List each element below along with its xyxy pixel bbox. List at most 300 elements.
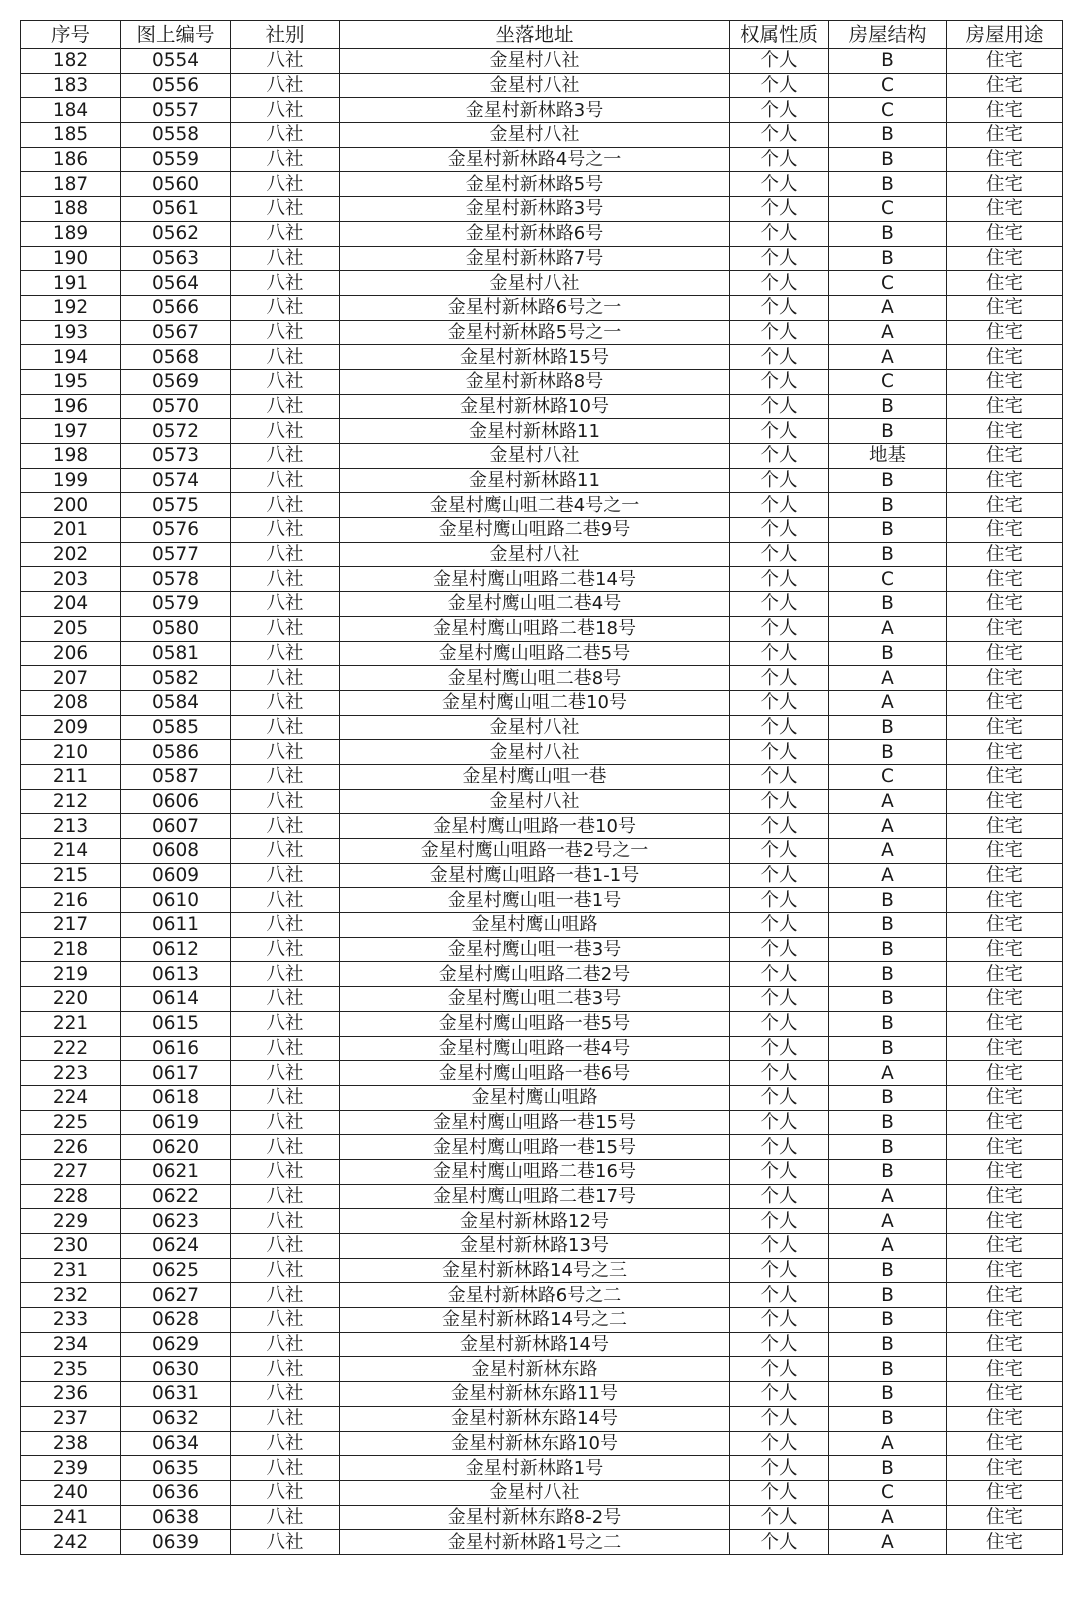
cell-structure: B [829,913,947,938]
cell-map-no: 0624 [121,1234,231,1259]
cell-usage: 住宅 [947,1061,1063,1086]
cell-map-no: 0619 [121,1110,231,1135]
cell-usage: 住宅 [947,863,1063,888]
cell-serial-no: 224 [21,1085,121,1110]
cell-ownership: 个人 [730,98,829,123]
cell-usage: 住宅 [947,1011,1063,1036]
cell-map-no: 0632 [121,1406,231,1431]
cell-serial-no: 241 [21,1505,121,1530]
cell-community: 八社 [231,690,340,715]
cell-usage: 住宅 [947,147,1063,172]
cell-address: 金星村鹰山咀一巷 [340,764,730,789]
cell-structure: B [829,1011,947,1036]
cell-map-no: 0566 [121,295,231,320]
cell-usage: 住宅 [947,221,1063,246]
cell-community: 八社 [231,1357,340,1382]
cell-usage: 住宅 [947,1110,1063,1135]
cell-map-no: 0625 [121,1258,231,1283]
table-row [21,1011,1063,1036]
cell-community: 八社 [231,73,340,98]
cell-community: 八社 [231,863,340,888]
cell-address: 金星村新林路15号 [340,345,730,370]
cell-community: 八社 [231,1110,340,1135]
cell-ownership: 个人 [730,147,829,172]
table-row [21,715,1063,740]
cell-address: 金星村新林路3号 [340,197,730,222]
table-row [21,839,1063,864]
cell-usage: 住宅 [947,1431,1063,1456]
cell-usage: 住宅 [947,419,1063,444]
cell-community: 八社 [231,394,340,419]
cell-structure: C [829,764,947,789]
cell-community: 八社 [231,1011,340,1036]
table-row [21,295,1063,320]
cell-ownership: 个人 [730,73,829,98]
cell-address: 金星村八社 [340,1480,730,1505]
cell-ownership: 个人 [730,1135,829,1160]
cell-community: 八社 [231,715,340,740]
cell-usage: 住宅 [947,839,1063,864]
cell-ownership: 个人 [730,271,829,296]
table-row [21,1159,1063,1184]
cell-serial-no: 183 [21,73,121,98]
cell-ownership: 个人 [730,1184,829,1209]
cell-ownership: 个人 [730,1505,829,1530]
table-row [21,1332,1063,1357]
table-row [21,1036,1063,1061]
header-usage: 房屋用途 [947,21,1063,49]
cell-usage: 住宅 [947,1258,1063,1283]
cell-map-no: 0577 [121,542,231,567]
table-row [21,567,1063,592]
cell-community: 八社 [231,789,340,814]
cell-structure: C [829,271,947,296]
table-row [21,1234,1063,1259]
cell-map-no: 0573 [121,444,231,469]
cell-map-no: 0585 [121,715,231,740]
cell-structure: B [829,172,947,197]
cell-map-no: 0606 [121,789,231,814]
cell-address: 金星村新林路7号 [340,246,730,271]
cell-address: 金星村新林路4号之一 [340,147,730,172]
cell-structure: A [829,616,947,641]
cell-community: 八社 [231,246,340,271]
cell-map-no: 0621 [121,1159,231,1184]
cell-address: 金星村新林路1号之二 [340,1530,730,1555]
cell-map-no: 0617 [121,1061,231,1086]
cell-ownership: 个人 [730,1110,829,1135]
table-row [21,1505,1063,1530]
cell-community: 八社 [231,493,340,518]
cell-address: 金星村鹰山咀二巷4号 [340,592,730,617]
cell-address: 金星村新林路10号 [340,394,730,419]
cell-usage: 住宅 [947,1382,1063,1407]
cell-usage: 住宅 [947,592,1063,617]
cell-serial-no: 199 [21,468,121,493]
cell-community: 八社 [231,1258,340,1283]
cell-structure: B [829,1135,947,1160]
cell-address: 金星村新林路6号之二 [340,1283,730,1308]
cell-community: 八社 [231,98,340,123]
cell-usage: 住宅 [947,1159,1063,1184]
table-row [21,73,1063,98]
cell-map-no: 0562 [121,221,231,246]
cell-community: 八社 [231,147,340,172]
cell-ownership: 个人 [730,1209,829,1234]
cell-structure: A [829,320,947,345]
cell-usage: 住宅 [947,937,1063,962]
cell-map-no: 0570 [121,394,231,419]
cell-structure: B [829,592,947,617]
header-map-no: 图上编号 [121,21,231,49]
table-row [21,468,1063,493]
cell-usage: 住宅 [947,814,1063,839]
cell-address: 金星村新林路6号 [340,221,730,246]
cell-serial-no: 207 [21,666,121,691]
cell-map-no: 0554 [121,49,231,74]
cell-structure: A [829,839,947,864]
table-row [21,1431,1063,1456]
cell-address: 金星村新林路11 [340,468,730,493]
cell-structure: B [829,147,947,172]
cell-community: 八社 [231,987,340,1012]
cell-serial-no: 184 [21,98,121,123]
table-row [21,518,1063,543]
cell-map-no: 0563 [121,246,231,271]
cell-ownership: 个人 [730,1283,829,1308]
cell-ownership: 个人 [730,641,829,666]
cell-address: 金星村鹰山咀路 [340,1085,730,1110]
header-ownership: 权属性质 [730,21,829,49]
cell-serial-no: 228 [21,1184,121,1209]
cell-structure: 地基 [829,444,947,469]
cell-address: 金星村鹰山咀路一巷2号之一 [340,839,730,864]
cell-address: 金星村八社 [340,49,730,74]
cell-map-no: 0560 [121,172,231,197]
cell-usage: 住宅 [947,764,1063,789]
cell-structure: B [829,888,947,913]
cell-usage: 住宅 [947,172,1063,197]
cell-address: 金星村鹰山咀路二巷16号 [340,1159,730,1184]
cell-community: 八社 [231,49,340,74]
cell-map-no: 0580 [121,616,231,641]
cell-map-no: 0584 [121,690,231,715]
cell-community: 八社 [231,962,340,987]
cell-structure: C [829,73,947,98]
cell-map-no: 0627 [121,1283,231,1308]
cell-ownership: 个人 [730,1308,829,1333]
cell-address: 金星村新林路1号 [340,1456,730,1481]
cell-usage: 住宅 [947,1234,1063,1259]
cell-usage: 住宅 [947,444,1063,469]
cell-structure: A [829,1209,947,1234]
table-row [21,592,1063,617]
cell-community: 八社 [231,1382,340,1407]
table-row [21,814,1063,839]
table-row [21,98,1063,123]
cell-ownership: 个人 [730,888,829,913]
cell-map-no: 0579 [121,592,231,617]
cell-serial-no: 237 [21,1406,121,1431]
cell-serial-no: 194 [21,345,121,370]
cell-ownership: 个人 [730,1159,829,1184]
cell-serial-no: 185 [21,123,121,148]
cell-map-no: 0610 [121,888,231,913]
cell-structure: A [829,1505,947,1530]
cell-ownership: 个人 [730,1357,829,1382]
cell-community: 八社 [231,542,340,567]
cell-structure: B [829,1159,947,1184]
cell-map-no: 0611 [121,913,231,938]
table-row [21,616,1063,641]
cell-serial-no: 214 [21,839,121,864]
cell-community: 八社 [231,444,340,469]
cell-community: 八社 [231,641,340,666]
table-row [21,345,1063,370]
cell-serial-no: 208 [21,690,121,715]
table-row [21,246,1063,271]
cell-usage: 住宅 [947,1184,1063,1209]
cell-structure: A [829,295,947,320]
cell-map-no: 0629 [121,1332,231,1357]
table-row [21,419,1063,444]
cell-structure: B [829,493,947,518]
cell-serial-no: 203 [21,567,121,592]
cell-usage: 住宅 [947,1530,1063,1555]
cell-usage: 住宅 [947,715,1063,740]
cell-map-no: 0612 [121,937,231,962]
cell-structure: C [829,197,947,222]
cell-ownership: 个人 [730,1382,829,1407]
cell-address: 金星村鹰山咀路一巷4号 [340,1036,730,1061]
cell-community: 八社 [231,197,340,222]
cell-structure: B [829,1283,947,1308]
cell-map-no: 0559 [121,147,231,172]
cell-ownership: 个人 [730,1061,829,1086]
table-row [21,690,1063,715]
cell-community: 八社 [231,172,340,197]
table-row [21,1406,1063,1431]
cell-ownership: 个人 [730,863,829,888]
cell-usage: 住宅 [947,1283,1063,1308]
cell-community: 八社 [231,814,340,839]
cell-map-no: 0582 [121,666,231,691]
cell-structure: B [829,1456,947,1481]
cell-ownership: 个人 [730,369,829,394]
cell-ownership: 个人 [730,715,829,740]
cell-community: 八社 [231,592,340,617]
cell-structure: B [829,1258,947,1283]
table-row [21,197,1063,222]
cell-community: 八社 [231,740,340,765]
cell-structure: B [829,1110,947,1135]
cell-usage: 住宅 [947,1209,1063,1234]
cell-map-no: 0581 [121,641,231,666]
cell-serial-no: 221 [21,1011,121,1036]
cell-ownership: 个人 [730,394,829,419]
cell-usage: 住宅 [947,1505,1063,1530]
cell-structure: B [829,123,947,148]
cell-community: 八社 [231,888,340,913]
cell-serial-no: 204 [21,592,121,617]
cell-usage: 住宅 [947,1480,1063,1505]
cell-usage: 住宅 [947,197,1063,222]
cell-address: 金星村新林路12号 [340,1209,730,1234]
cell-map-no: 0609 [121,863,231,888]
cell-serial-no: 189 [21,221,121,246]
cell-address: 金星村新林东路11号 [340,1382,730,1407]
cell-usage: 住宅 [947,271,1063,296]
cell-structure: A [829,1431,947,1456]
cell-address: 金星村鹰山咀一巷1号 [340,888,730,913]
cell-map-no: 0575 [121,493,231,518]
cell-structure: A [829,345,947,370]
cell-address: 金星村新林东路14号 [340,1406,730,1431]
cell-serial-no: 236 [21,1382,121,1407]
cell-community: 八社 [231,320,340,345]
cell-community: 八社 [231,1036,340,1061]
table-row [21,641,1063,666]
cell-community: 八社 [231,1431,340,1456]
cell-structure: A [829,690,947,715]
cell-ownership: 个人 [730,197,829,222]
cell-structure: B [829,715,947,740]
cell-structure: C [829,98,947,123]
cell-serial-no: 242 [21,1530,121,1555]
cell-ownership: 个人 [730,172,829,197]
cell-map-no: 0564 [121,271,231,296]
table-row [21,740,1063,765]
cell-address: 金星村八社 [340,271,730,296]
cell-structure: B [829,419,947,444]
cell-address: 金星村新林路11 [340,419,730,444]
cell-address: 金星村八社 [340,542,730,567]
cell-map-no: 0587 [121,764,231,789]
cell-ownership: 个人 [730,1431,829,1456]
cell-serial-no: 196 [21,394,121,419]
cell-structure: B [829,987,947,1012]
cell-ownership: 个人 [730,740,829,765]
cell-map-no: 0576 [121,518,231,543]
cell-serial-no: 223 [21,1061,121,1086]
table-row [21,1382,1063,1407]
cell-map-no: 0628 [121,1308,231,1333]
table-row [21,493,1063,518]
cell-usage: 住宅 [947,616,1063,641]
table-row [21,271,1063,296]
cell-usage: 住宅 [947,295,1063,320]
cell-address: 金星村鹰山咀路一巷10号 [340,814,730,839]
cell-structure: A [829,1234,947,1259]
cell-usage: 住宅 [947,493,1063,518]
cell-serial-no: 212 [21,789,121,814]
header-structure: 房屋结构 [829,21,947,49]
cell-structure: B [829,1036,947,1061]
cell-address: 金星村新林路3号 [340,98,730,123]
cell-usage: 住宅 [947,962,1063,987]
table-row [21,123,1063,148]
cell-structure: B [829,937,947,962]
table-row [21,764,1063,789]
cell-community: 八社 [231,369,340,394]
cell-map-no: 0556 [121,73,231,98]
cell-usage: 住宅 [947,345,1063,370]
cell-ownership: 个人 [730,1480,829,1505]
table-row [21,789,1063,814]
cell-serial-no: 229 [21,1209,121,1234]
cell-structure: A [829,863,947,888]
cell-serial-no: 218 [21,937,121,962]
cell-structure: B [829,641,947,666]
cell-ownership: 个人 [730,913,829,938]
cell-structure: B [829,394,947,419]
table-row [21,320,1063,345]
cell-address: 金星村新林东路10号 [340,1431,730,1456]
cell-serial-no: 230 [21,1234,121,1259]
cell-ownership: 个人 [730,419,829,444]
cell-ownership: 个人 [730,123,829,148]
table-row [21,1061,1063,1086]
table-row [21,1480,1063,1505]
cell-serial-no: 217 [21,913,121,938]
cell-structure: B [829,542,947,567]
table-row [21,147,1063,172]
cell-address: 金星村鹰山咀路一巷6号 [340,1061,730,1086]
cell-serial-no: 225 [21,1110,121,1135]
cell-serial-no: 193 [21,320,121,345]
table-row [21,1283,1063,1308]
cell-address: 金星村鹰山咀二巷10号 [340,690,730,715]
cell-serial-no: 188 [21,197,121,222]
cell-structure: A [829,1530,947,1555]
cell-ownership: 个人 [730,987,829,1012]
cell-ownership: 个人 [730,1456,829,1481]
cell-serial-no: 191 [21,271,121,296]
cell-address: 金星村八社 [340,789,730,814]
cell-structure: A [829,666,947,691]
cell-ownership: 个人 [730,937,829,962]
cell-serial-no: 186 [21,147,121,172]
table-row [21,394,1063,419]
table-row [21,1184,1063,1209]
cell-usage: 住宅 [947,1308,1063,1333]
table-row [21,1085,1063,1110]
cell-ownership: 个人 [730,962,829,987]
cell-ownership: 个人 [730,1011,829,1036]
cell-map-no: 0614 [121,987,231,1012]
cell-map-no: 0634 [121,1431,231,1456]
cell-usage: 住宅 [947,740,1063,765]
table-row [21,1456,1063,1481]
cell-usage: 住宅 [947,246,1063,271]
cell-ownership: 个人 [730,493,829,518]
cell-map-no: 0622 [121,1184,231,1209]
cell-structure: A [829,789,947,814]
cell-address: 金星村鹰山咀二巷8号 [340,666,730,691]
cell-address: 金星村鹰山咀路二巷14号 [340,567,730,592]
table-row [21,962,1063,987]
cell-community: 八社 [231,1283,340,1308]
cell-structure: A [829,1184,947,1209]
cell-community: 八社 [231,123,340,148]
cell-map-no: 0557 [121,98,231,123]
cell-address: 金星村鹰山咀路 [340,913,730,938]
cell-ownership: 个人 [730,518,829,543]
cell-address: 金星村新林路14号 [340,1332,730,1357]
cell-serial-no: 238 [21,1431,121,1456]
cell-community: 八社 [231,518,340,543]
cell-address: 金星村鹰山咀路二巷18号 [340,616,730,641]
